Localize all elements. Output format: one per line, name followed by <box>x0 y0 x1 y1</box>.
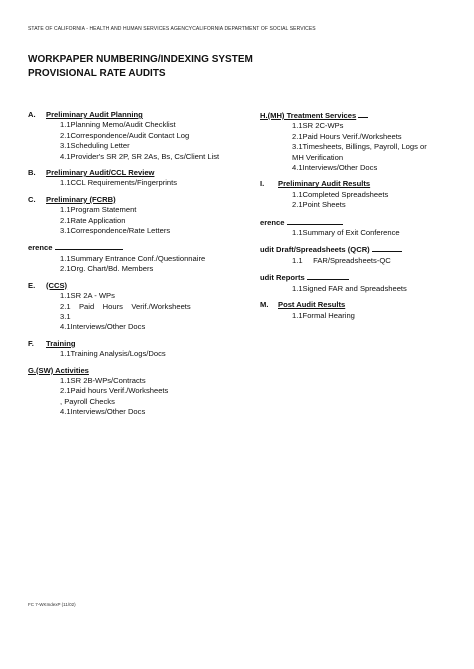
list-item: 1.1Planning Memo/Audit Checklist <box>60 120 176 130</box>
list-item: 4.1Interviews/Other Docs <box>60 407 146 417</box>
section-title: erence <box>260 217 285 227</box>
section-number: A. <box>28 110 36 119</box>
list-item: 2.1Paid hours Verif./Worksheets <box>60 386 169 396</box>
document-title: WORKPAPER NUMBERING/INDEXING SYSTEM <box>28 54 253 65</box>
list-item: 1.1Signed FAR and Spreadsheets <box>292 283 407 293</box>
section-title: Training <box>46 338 76 348</box>
section-i <box>260 179 460 210</box>
list-item: , Payroll Checks <box>60 396 115 406</box>
section-number: E. <box>28 280 36 290</box>
title-underline <box>358 110 368 118</box>
section-number: C. <box>28 194 36 204</box>
section-title: Preliminary Audit Results <box>278 179 371 189</box>
section-title: Preliminary (FCRB) <box>46 194 116 204</box>
section-f <box>28 339 248 360</box>
list-item: 1.1Summary Entrance Conf./Questionnaire <box>60 253 206 263</box>
title-underline <box>372 244 402 252</box>
left-column <box>28 110 248 424</box>
section-title: Preliminary Audit Planning <box>46 110 143 119</box>
list-item: 1.1 FAR/Spreadsheets-QC <box>292 255 391 265</box>
section-title: Post Audit Results <box>278 300 346 310</box>
list-item: 4.1Provider's SR 2P, SR 2As, Bs, Cs/Client List <box>60 151 220 161</box>
list-item: 3.1Timesheets, Billings, Payroll, Logs or <box>292 142 427 152</box>
list-item: 3.1Scheduling Letter <box>60 141 130 151</box>
section-m <box>260 300 460 321</box>
section-number: F. <box>28 338 34 348</box>
section-title: H.(MH) Treatment Services <box>260 111 357 120</box>
section-c <box>28 195 248 237</box>
section-title: Preliminary Audit/CCL Review <box>46 168 155 178</box>
section-number: B. <box>28 168 36 178</box>
list-item: 4.1Interviews/Other Docs <box>60 322 146 332</box>
agency-header: STATE OF CALIFORNIA - HEALTH AND HUMAN SERVICES AGENCYCALIFORNIA DEPARTMENT OF SOCIAL SERVICES <box>28 26 316 32</box>
list-item: 1.1Completed Spreadsheets <box>292 189 389 199</box>
title-underline <box>307 272 349 280</box>
section-e <box>28 281 248 333</box>
right-column <box>260 110 460 327</box>
list-item: 2.1Paid Hours Verif./Worksheets <box>292 131 402 141</box>
list-item: 2.1Rate Application <box>60 215 126 225</box>
section-title: erence <box>28 243 53 253</box>
list-item: 3.1Correspondence/Rate Letters <box>60 226 171 236</box>
section-h <box>260 110 460 173</box>
section-title: G.(SW) Activities <box>28 365 89 375</box>
title-underline <box>287 217 343 225</box>
section-title: udit Reports <box>260 273 305 283</box>
list-item: 4.1Interviews/Other Docs <box>292 163 378 173</box>
section-a <box>28 110 248 162</box>
list-item: 1.1SR 2B-WPs/Contracts <box>60 375 146 385</box>
list-item: 1.1Training Analysis/Logs/Docs <box>60 349 166 359</box>
section-number: M. <box>260 300 269 310</box>
section-g <box>28 366 248 418</box>
list-item: 1.1Program Statement <box>60 205 137 215</box>
list-item: 2.1Point Sheets <box>292 200 346 210</box>
section-number: I. <box>260 179 265 189</box>
section-d <box>28 242 248 274</box>
list-item: 1.1SR 2C-WPs <box>292 121 344 131</box>
section-title: (CCS) <box>46 280 68 290</box>
form-number: FC 7-WKIndexP (11/02) <box>28 602 76 607</box>
list-item: 1.1Formal Hearing <box>292 310 355 320</box>
list-item: 2.1 Paid Hours Verif./Worksheets <box>60 301 191 311</box>
section-j <box>260 217 460 239</box>
list-item: 1.1Summary of Exit Conference <box>292 228 400 238</box>
document-subtitle: PROVISIONAL RATE AUDITS <box>28 68 166 79</box>
section-l <box>260 272 460 294</box>
list-item: 2.1Correspondence/Audit Contact Log <box>60 130 190 140</box>
list-item: 1.1SR 2A - WPs <box>60 291 115 301</box>
list-item: 1.1CCL Requirements/Fingerprints <box>60 178 178 188</box>
list-item: 2.1Org. Chart/Bd. Members <box>60 264 154 274</box>
list-item: 3.1 <box>60 311 71 321</box>
section-title: udit Draft/Spreadsheets (QCR) <box>260 245 370 255</box>
list-item: MH Verification <box>292 152 344 162</box>
section-k <box>260 244 460 266</box>
section-b <box>28 168 248 189</box>
title-underline <box>55 242 123 250</box>
